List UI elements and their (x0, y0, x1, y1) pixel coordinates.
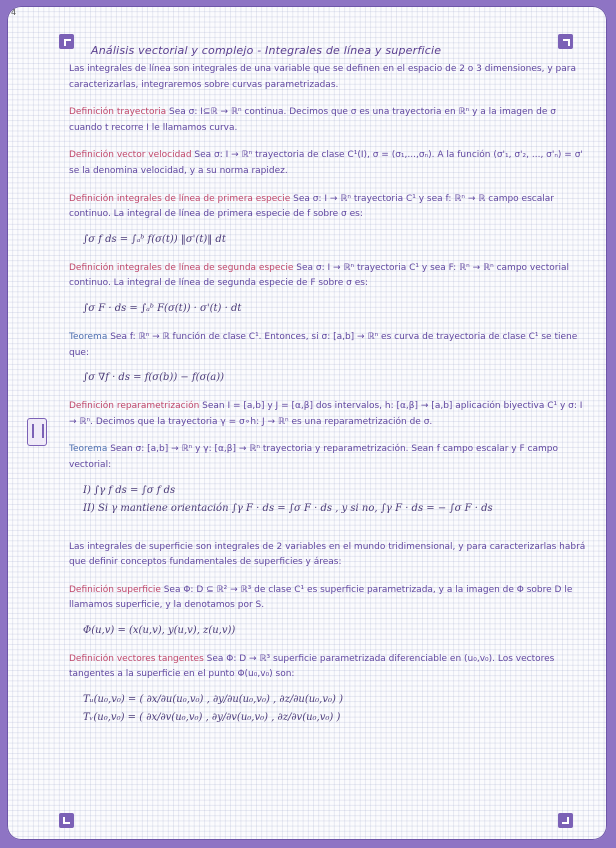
formula-segunda-especie: ∫σ F · ds = ∫ₐᵇ F(σ(t)) · σ'(t) · dt (83, 302, 242, 314)
definition-term: Definición trayectoria (69, 107, 167, 118)
formula-teorema-gradiente: ∫σ ∇f · ds = f(σ(b)) − f(σ(a)) (83, 372, 225, 384)
definition-term: Definición vectores tangentes (69, 653, 204, 664)
definition-text: Sea σ: I → ℝⁿ trayectoria C¹ y sea f: ℝⁿ → ℝ campo escalar continuo. La integral de línea de primera especie de f sobre σ es: (69, 193, 554, 220)
definition-term: Definición vector velocidad (69, 150, 192, 161)
definition-segunda-especie (69, 261, 589, 292)
theorem-term: Teorema (69, 331, 108, 342)
definition-term: Definición superficie (69, 584, 161, 595)
formula-tangente-u: Tᵤ(u₀,v₀) = ( ∂x/∂u(u₀,v₀) , ∂y/∂u(u₀,v₀) , ∂z/∂u(u₀,v₀) ) (83, 694, 343, 706)
theorem-text: Sean σ: [a,b] → ℝⁿ y γ: [α,β] → ℝⁿ trayectoria y reparametrización. Sean f campo escalar y F campo vectorial: (69, 444, 558, 470)
definition-text: Sea σ: I⊆ℝ → ℝⁿ continua. Decimos que σ es una trayectoria en ℝⁿ y a la imagen de σ cuando t recorre I le llamamos curva. (69, 107, 556, 133)
definition-text: Sea Φ: D ⊆ ℝ² → ℝ³ de clase C¹ es superficie parametrizada, y a la imagen de Φ sobre D le llamamos superficie, y la denotamos por S. (69, 584, 573, 611)
definition-text: Sean I = [a,b] y J = [α,β] dos intervalos, h: [α,β] → [a,b] aplicación biyectiva C¹ y σ: I → ℝⁿ. Decimos que la trayectoria γ = σ∘h: J → ℝⁿ es una reparametrización de σ. (69, 401, 583, 427)
formula-tangente-v: Tᵥ(u₀,v₀) = ( ∂x/∂v(u₀,v₀) , ∂y/∂v(u₀,v₀) , ∂z/∂v(u₀,v₀) ) (83, 712, 341, 724)
theorem-item-2: II) Si γ mantiene orientación ∫γ F · ds = ∫σ F · ds , y si no, ∫γ F · ds = − ∫σ F · ds (83, 502, 493, 514)
teorema-gradiente (69, 330, 589, 361)
definition-trayectoria (69, 105, 589, 136)
intro-paragraph: Las integrales de línea son integrales de una variable que se definen en el espacio de 2 o 3 dimensiones, y para caracterizarlas, integraremos sobre curvas parametrizadas. (69, 64, 576, 90)
definition-text: Sea σ: I → ℝⁿ trayectoria C¹ y sea F: ℝⁿ → ℝⁿ campo vectorial continuo. La integral de línea de segunda especie de F sobre σ es: (69, 262, 569, 289)
definition-primera-especie (69, 192, 589, 223)
corner-arrow-icon (558, 34, 573, 49)
definition-reparametrizacion (69, 399, 589, 430)
corner-arrow-icon (558, 813, 573, 828)
notebook-logo-icon (27, 418, 47, 446)
definition-text: Sea σ: I → ℝⁿ trayectoria de clase C¹(I), σ = (σ₁,...,σₙ). A la función (σ'₁, σ'₂, ..., σ'ₙ) = σ' se la denomina velocidad, y a su norma rapidez. (69, 150, 583, 176)
page-title: Análisis vectorial y complejo - Integrales de línea y superficie (91, 44, 442, 57)
formula-primera-especie: ∫σ f ds = ∫ₐᵇ f(σ(t)) ‖σ'(t)‖ dt (83, 233, 226, 245)
page-number: 4 (11, 8, 17, 17)
definition-superficie (69, 583, 589, 614)
definition-term: Definición reparametrización (69, 401, 200, 412)
definition-vectores-tangentes (69, 652, 589, 683)
corner-arrow-icon (59, 813, 74, 828)
theorem-term: Teorema (69, 444, 108, 455)
definition-term: Definición integrales de línea de segunda especie (69, 262, 294, 273)
teorema-reparametrizacion (69, 442, 589, 473)
theorem-text: Sea f: ℝⁿ → ℝ función de clase C¹. Entonces, si σ: [a,b] → ℝⁿ es curva de trayectoria de clase C¹ se tiene que: (69, 331, 578, 358)
definition-text: Sea Φ: D → ℝ³ superficie parametrizada diferenciable en (u₀,v₀). Los vectores tangentes a la superficie en el punto Φ(u₀,v₀) son: (69, 653, 555, 680)
notebook-page (7, 6, 607, 840)
corner-arrow-icon (59, 34, 74, 49)
formula-superficie: Φ(u,v) = (x(u,v), y(u,v), z(u,v)) (83, 624, 236, 636)
notes-body (69, 62, 589, 727)
definition-term: Definición integrales de línea de primera especie (69, 193, 291, 204)
theorem-item-1: I) ∫γ f ds = ∫σ f ds (83, 484, 176, 496)
intro-superficie-paragraph: Las integrales de superficie son integrales de 2 variables en el mundo tridimensional, y para caracterizarlas habrá que definir conceptos fundamentales de superficies y áreas: (69, 541, 586, 568)
definition-velocidad (69, 148, 589, 179)
